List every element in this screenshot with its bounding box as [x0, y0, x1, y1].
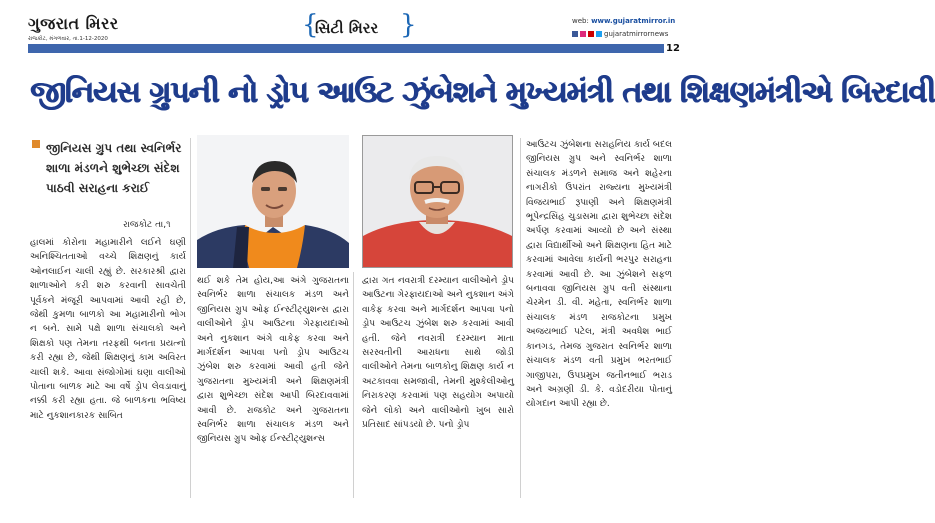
social-handle: gujaratmirrornews — [604, 30, 669, 38]
kicker — [32, 138, 187, 198]
instagram-icon[interactable] — [580, 31, 586, 37]
web-prefix: web: — [572, 17, 589, 25]
article-column-1 — [30, 236, 186, 498]
facebook-icon[interactable] — [572, 31, 578, 37]
brace-right-icon: } — [400, 10, 417, 40]
youtube-icon[interactable] — [588, 31, 594, 37]
social-links — [572, 30, 668, 38]
web-url[interactable]: www.gujaratmirror.in — [591, 17, 676, 25]
chief-minister-photo — [197, 135, 349, 268]
website — [572, 17, 675, 25]
bullet-square-icon — [32, 140, 40, 148]
education-minister-portrait-image — [363, 136, 512, 267]
chief-minister-portrait-image — [197, 135, 349, 268]
brand-logo: ગુજરાત મિરર — [28, 14, 119, 33]
column-rule — [353, 272, 354, 498]
column-rule — [190, 138, 191, 498]
education-minister-photo — [362, 135, 513, 268]
masthead-dateline: રાજકોટ, મંગળવાર, તા.1-12-2020 — [28, 36, 108, 42]
article-paragraph: આઉટચ ઝુંબેશના સરાહનિય કાર્ય બદલ જીનિયસ ગ્રુપ અને સ્વનિર્ભર શાળા સંચાલક મંડળને સમાજ અને શહેરના નાગરીકો ઉપરાંત રાજ્યના મુખ્યમંત્રી વિજયભાઈ રૂપાણી અને શિક્ષણમંત્રી ભૂપેન્દ્રસિંહ ચુડાસમા દ્વારા શુભેચ્છા સંદેશ અર્પણ કરવામાં આવ્યો છે અને સંસ્થા દ્વારા વિદ્યાર્થીઓ અને શિક્ષણના હિત માટે કરવામાં આવેલા કાર્યની ભરપુર સરાહના કરવામાં આવી છે. આ ઝુંબેશને સફળ બનાવવા જીનિયસ ગ્રુપ વતી સંસ્થાના ચેરમેન ડી. વી. મહેતા, સ્વનિર્ભર શાળા સંચાલક મંડળ રાજકોટના પ્રમુખ અજયભાઈ પટેલ, મંત્રી અવધેશ ભાઈ કાનગડ, તેમજ ગુજરાત સ્વનિર્ભર શાળા સંચાલક મંડળ વતી પ્રમુખ ભરતભાઈ ગાજીપરા, ઉપપ્રમુખ જતીનભાઈ ભરાડ અને અગ્રણી ડી. કે. વડોદરીયા પોતાનું યોગદાન આપી રહ્યા છે. — [526, 140, 672, 410]
article-column-3 — [362, 274, 514, 498]
kicker-text: જીનિયસ ગ્રુપ તથા સ્વનિર્ભર શાળા મંડળને શુભેચ્છા સંદેશ પાઠવી સરાહના કરાઈ — [46, 141, 182, 195]
twitter-icon[interactable] — [596, 31, 602, 37]
article-paragraph: હાલમાં કોરોના મહામારીને લઈને ઘણી અનિશ્ચિતતાઓ વચ્ચે શિક્ષણનું કાર્ય ઓનલાઈન ચાલી રહ્યું છે. સરકારશ્રી દ્વારા શાળાઓને કરી શરુ કરવાની સાવચેતી પૂર્વકને મંજૂરી આપવામાં આવી રહી છે, જેથી કુમળા બાળકો આ મહામારીનો ભોગ ન બને. સામે પક્ષે શાળા સંચાલકો અને શિક્ષકો પણ તેમના તરફથી બનતા પ્રયત્નો કરી રહ્યા છે, જેથી શિક્ષણનું કામ અવિરત ચાલી શકે. આવા સંજોગોમાં ઘણા વાલીઓ પોતાના બાળક માટે આ વર્ષે ડ્રોપ લેવડાવાનું નક્કી કરી રહ્યા હતા. જે બાળકના ભવિષ્ય માટે નુકશાનકારક સાબિત — [30, 238, 186, 421]
article-dateline: રાજકોટ તા,૧ — [123, 220, 171, 230]
article-paragraph: થઈ શકે તેમ હોય,આ અંગે ગુજરાતના સ્વનિર્ભર શાળા સંચાલક મંડળ અને જીનિયસ ગ્રુપ ઓફ ઈન્સ્ટીટ્યુશન્સ દ્વારા વાલીઓને ડ્રોપ આઉટના ગેરફાયદાઓ અને નુકશાન અંગે વાકેફ કરવા અને માર્ગદર્શન આપવા પનો ડ્રોપ આઉટચ ઝુંબેશ શરુ કરવામાં આવી હતી જેને ગુજરાતના મુખ્યમંત્રી અને શિક્ષણમંત્રી દ્વારા શુભેચ્છા સંદેશ આપી બિરદાવવામાં આવી છે. રાજકોટ અને ગુજરાતના સ્વનિર્ભર શાળા સંચાલક મંડળ અને જીનિયસ ગ્રુપ ઓફ ઈન્સ્ટીટ્યુશન્સ — [197, 276, 349, 445]
column-rule — [520, 138, 521, 498]
masthead — [0, 0, 700, 46]
page-number: 12 — [666, 43, 680, 54]
article-column-4 — [526, 138, 672, 498]
article-paragraph: દ્વારા ગત નવરાત્રી દરમ્યાન વાલીઓને ડ્રોપ આઉટના ગેરફાયદાઓ અને નુકશાન અંગે વાકેફ કરવા અને માર્ગદર્શન આપવા પનો ડ્રોપ આઉટચ ઝુંબેશ શરુ કરવામાં આવી હતી. જેને નવરાત્રી દરમ્યાન માતા સરસ્વતીની આરાધના સાથે જોડી વાલીઓને તેમના બાળકોનુ શિક્ષણ કાર્ય ન અટકાવવા સમજાવી, તેમની મુશ્કેલીઓનુ નિરાકરણ કરવામાં પણ સહયોગ અપાયો જેને લોકો અને વાલીઓનો ખુબ સારો પ્રતિસાદ સાંપડયો છે. પનો ડ્રોપ — [362, 276, 514, 431]
section-name: સિટી મિરર — [315, 19, 379, 37]
headline: જીનિયસ ગ્રુપની નો ડ્રોપ આઉટ ઝુંબેશને મુખ્યમંત્રી તથા શિક્ષણમંત્રીએ બિરદાવી — [30, 75, 935, 110]
brace-left-icon: { — [302, 10, 319, 40]
section-bar — [28, 44, 670, 53]
article-column-2 — [197, 274, 349, 498]
